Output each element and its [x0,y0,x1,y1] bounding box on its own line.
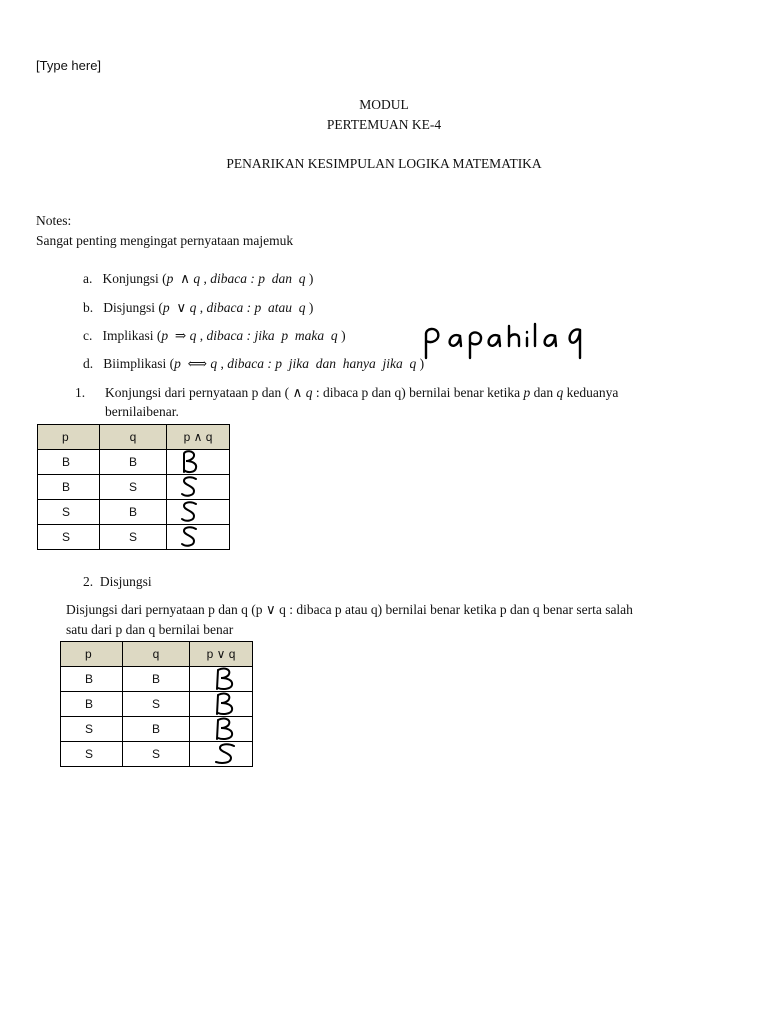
var-q: q [193,271,201,286]
list-name: Konjungsi [102,271,159,286]
table-row [38,450,230,475]
cell-answer[interactable] [190,667,253,692]
cell-q: B [123,667,190,692]
section1-text-b: : dibaca p dan q) bernilai benar ketika [315,385,521,400]
section1-line2: bernilaibenar. [105,404,179,419]
cell-p: B [38,450,100,475]
list-item-konjungsi: a. Konjungsi (p ∧ q , dibaca : p dan q ) [83,271,314,286]
var-q: q [189,300,197,315]
module-title: MODUL [359,97,409,112]
header-q: q [100,425,167,450]
notes-label: Notes: [36,213,72,228]
section1-text-c: dan [533,385,554,400]
table-row [38,525,230,550]
cell-p: S [61,717,123,742]
handwritten-b [212,717,238,741]
dibaca-label: dibaca : [210,271,255,286]
header-p: p [61,642,123,667]
handwritten-b [177,450,203,474]
cell-answer[interactable] [190,717,253,742]
table-row [61,667,253,692]
cell-answer[interactable] [167,475,230,500]
handwritten-s [177,475,203,499]
close-paren: ) [308,271,314,286]
table-header-row [38,425,230,450]
list-name: Implikasi [102,328,154,343]
reading: p dan q [258,271,306,286]
cell-answer[interactable] [190,742,253,767]
disjunction-truth-table [60,641,253,767]
handwritten-s [177,525,203,549]
cell-q: B [123,717,190,742]
list-item-biimplikasi: d. Biimplikasi (p ⟺ q , dibaca : p jika dan hanya jika q ) [83,356,425,371]
meeting-subtitle: PERTEMUAN KE-4 [326,117,442,132]
symbol: ⟺ [187,356,207,371]
cell-q: S [100,525,167,550]
var-p: p [523,385,531,400]
section1-text-d: keduanya [566,385,619,400]
list-item-implikasi: c. Implikasi (p ⇒ q , dibaca : jika p maka q ) [83,328,346,343]
var-q: q [210,356,218,371]
section1-line1 [105,385,618,401]
reading: jika p maka q [254,328,338,343]
cell-q: S [123,742,190,767]
var-q: q [189,328,197,343]
symbol: ⇒ [174,328,187,343]
section1-number: 1. [75,385,86,400]
table-row [38,500,230,525]
section2-heading: 2. Disjungsi [83,574,152,589]
cell-p: B [38,475,100,500]
section2-paragraph-line2: satu dari p dan q bernilai benar [66,622,234,637]
reading: p atau q [254,300,306,315]
cell-answer[interactable] [167,525,230,550]
dibaca-label: dibaca : [227,356,272,371]
var-p: p [174,356,181,371]
var-q: q [305,385,313,400]
cell-answer[interactable] [167,500,230,525]
table-row [61,717,253,742]
list-marker: a. [83,271,93,286]
cell-p: S [61,742,123,767]
cell-answer[interactable] [167,450,230,475]
var-q: q [556,385,564,400]
list-item-disjungsi: b. Disjungsi (p ∨ q , dibaca : p atau q ) [83,300,314,315]
list-name: Biimplikasi [103,356,167,371]
section2-paragraph-line1: Disjungsi dari pernyataan p dan q (p ∨ q : dibaca p atau q) bernilai benar ketika p dan q benar serta salah [66,602,633,617]
symbol: ∨ [176,300,187,315]
handwritten-b [212,667,238,691]
list-marker: c. [83,328,93,343]
handwritten-s [212,742,238,766]
symbol: ∧ [180,271,191,286]
cell-q: B [100,500,167,525]
handwritten-s [177,500,203,524]
header-placeholder[interactable]: [Type here] [36,58,102,73]
table-header-row [61,642,253,667]
cell-p: B [61,667,123,692]
header-p: p [38,425,100,450]
header-p-and-q: p ∧ q [167,425,230,450]
notes-text: Sangat penting mengingat pernyataan majemuk [36,233,294,248]
header-q: q [123,642,190,667]
cell-p: S [38,500,100,525]
open-paren: ( [156,328,162,343]
table-row [61,692,253,717]
var-p: p [161,328,169,343]
close-paren: ) [308,300,314,315]
list-name: Disjungsi [103,300,156,315]
cell-q: S [100,475,167,500]
cell-q: B [100,450,167,475]
close-paren: ) [341,328,346,343]
cell-answer[interactable] [190,692,253,717]
open-paren: ( [169,356,175,371]
cell-p: S [38,525,100,550]
cell-q: S [123,692,190,717]
var-p: p [166,271,174,286]
close-paren: ) [419,356,425,371]
dibaca-label: dibaca : [206,328,252,343]
document-heading: PENARIKAN KESIMPULAN LOGIKA MATEMATIKA [226,156,542,171]
open-paren: ( [158,300,163,315]
var-p: p [162,300,170,315]
cell-p: B [61,692,123,717]
table-row [61,742,253,767]
list-marker: b. [83,300,94,315]
table-row [38,475,230,500]
conjunction-truth-table [37,424,230,550]
open-paren: ( [162,271,167,286]
reading: p jika dan hanya jika q [275,356,417,371]
dibaca-label: dibaca : [206,300,252,315]
handwritten-b [212,692,238,716]
section1-text-a: Konjungsi dari pernyataan p dan ( ∧ [105,385,303,400]
handwritten-note [420,318,592,362]
header-p-or-q: p ∨ q [190,642,253,667]
list-marker: d. [83,356,94,371]
